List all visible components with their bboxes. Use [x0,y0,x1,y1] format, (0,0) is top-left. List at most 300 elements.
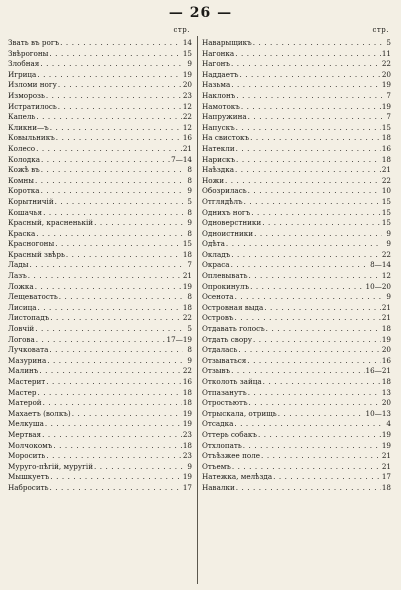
index-entry [8,38,192,49]
entry-page-ref: 18 [381,133,391,143]
entry-term: Ковыльникъ [8,133,55,143]
index-entry [8,313,192,324]
entry-term: Однихъ ногъ [202,207,251,217]
entry-page-ref: 22 [381,175,391,185]
dot-leader [38,303,182,314]
entry-term: Листопадъ [8,313,50,323]
entry-page-ref: 19 [381,80,391,90]
entry-term: Одноистники [202,228,254,238]
entry-term: Отдалась [202,345,238,355]
entry-page-ref: 15 [381,122,391,132]
entry-term: Обозрилась [202,186,247,196]
entry-page-ref: 23 [182,429,192,439]
entry-page-ref: 9 [187,355,192,365]
index-entry [202,430,391,441]
entry-page-ref: 8 [187,292,192,302]
index-entry [202,208,391,219]
entry-page-ref: 5 [187,196,192,206]
dot-leader [232,462,381,473]
entry-term: Наварыщикъ [202,38,252,47]
entry-term: Опрокинулъ [202,281,250,291]
dot-leader [40,59,183,70]
entry-term: Лещеватость [8,292,58,302]
index-entry [8,462,192,473]
entry-term: Наклонъ [202,90,236,100]
index-entry [8,483,192,494]
left-column-header: стр. [173,26,190,34]
entry-page-ref: 18 [381,324,391,334]
index-entry [8,472,192,483]
entry-page-ref: 9 [187,59,192,69]
entry-term: Изморозь [8,90,45,100]
dot-leader [36,144,182,155]
index-entry [202,80,391,91]
index-entry [202,313,391,324]
dot-leader [249,398,381,409]
index-entry [8,303,192,314]
dot-leader [241,102,381,113]
entry-page-ref: 17 [182,482,192,492]
dot-leader [231,260,370,271]
index-entry [202,271,391,282]
index-entry [202,49,391,60]
dot-leader [35,282,182,293]
dot-leader [235,165,381,176]
index-entry [202,483,391,494]
dot-leader [47,356,183,367]
entry-page-ref: 19 [381,440,391,450]
index-entry [8,282,192,293]
entry-page-ref: 15 [182,239,192,249]
dot-leader [55,197,183,208]
entry-term: Отдавать голосъ [202,324,265,334]
entry-term: Назьма [202,80,231,90]
dot-leader [240,70,381,81]
index-entry [202,123,391,134]
entry-term: Звѣрогоны [8,48,49,58]
entry-term: Отколоть зайца [202,377,262,386]
entry-page-ref: 9 [386,228,391,238]
entry-term: Молчокомъ [8,440,53,450]
entry-term: Злобная [8,59,40,69]
index-entry [202,356,391,367]
entry-page-ref: 16 [381,143,391,153]
dot-leader [58,102,182,113]
dot-leader [263,377,381,388]
index-entry [202,165,391,176]
dot-leader [250,133,381,144]
entry-term: Островъ [202,313,234,323]
dot-leader [238,345,380,356]
dot-leader [236,483,381,494]
entry-term: Намотокъ [202,101,240,111]
entry-term: Мастерит [8,377,46,386]
entry-page-ref: 22 [182,313,192,323]
page-number: — 26 — [168,5,233,21]
entry-term: Кожѣ въ [8,165,40,175]
entry-term: Оттерь собакъ [202,429,257,439]
entry-page-ref: 9 [386,239,391,249]
index-entry [202,155,391,166]
entry-term: Отрыскала, отрищь [202,408,277,418]
index-entry [8,229,192,240]
index-entry [202,186,391,197]
dot-leader [249,271,381,282]
entry-term: Красный звѣрь [8,249,65,259]
dot-leader [236,91,382,102]
dot-leader [35,176,183,187]
entry-page-ref: 5 [187,324,192,334]
entry-page-ref: 8 [187,165,192,175]
entry-term: Нарискъ [202,154,236,164]
index-entry [202,472,391,483]
dot-leader [261,451,381,462]
entry-term: Островная выда [202,302,264,312]
entry-page-ref: 19 [381,334,391,344]
index-entry [8,112,192,123]
entry-term: Корытничій [8,196,54,206]
dot-leader [50,123,182,134]
entry-page-ref: 10—20 [365,281,391,291]
index-entry [8,409,192,420]
dot-leader [248,186,381,197]
entry-term: Кликни—ъ [8,122,49,132]
entry-page-ref: 23 [182,451,192,461]
index-entry [202,250,391,261]
dot-leader [264,303,381,314]
index-entry [8,70,192,81]
entry-page-ref: 20 [381,69,391,79]
entry-term: Мастер [8,387,37,397]
entry-term: Красногоны [8,239,55,249]
entry-term: Отзываться [202,355,247,365]
entry-term: Муруго-пѣгій, муругій [8,461,93,471]
index-entry [8,208,192,219]
entry-term: Нагонъ [202,59,231,69]
entry-page-ref: 16—21 [365,366,391,376]
entry-page-ref: 8 [187,228,192,238]
entry-term: Ловчій [8,324,35,334]
dot-leader [43,398,182,409]
entry-page-ref: 21 [381,165,391,175]
entry-page-ref: 19 [182,472,192,482]
entry-page-ref: 9 [386,292,391,302]
entry-page-ref: 9 [187,218,192,228]
entry-term: Моросить [8,451,46,461]
entry-page-ref: 9 [187,461,192,471]
entry-page-ref: 17 [381,472,391,482]
dot-leader [46,377,182,388]
index-entry [8,398,192,409]
entry-page-ref: 18 [182,440,192,450]
entry-page-ref: 8 [187,175,192,185]
entry-page-ref: 12 [182,101,192,111]
entry-page-ref: 4 [386,419,391,429]
entry-page-ref: 22 [182,366,192,376]
dot-leader [72,409,182,420]
index-entry [8,49,192,60]
entry-page-ref: 19 [381,429,391,439]
dot-leader [258,430,381,441]
index-entry [8,260,192,271]
entry-term: Отъемъ [202,461,231,471]
dot-leader [94,462,183,473]
entry-page-ref: 16 [381,355,391,365]
dot-leader [38,388,182,399]
entry-term: Мышкуетъ [8,472,50,482]
entry-page-ref: 18 [182,302,192,312]
index-entry [8,218,192,229]
right-column [202,26,391,494]
entry-page-ref: 19 [182,419,192,429]
index-entry [8,419,192,430]
index-entry [202,282,391,293]
dot-leader [244,197,381,208]
index-entry [202,409,391,420]
index-entry [202,462,391,473]
entry-term: Напружина [202,112,247,122]
entry-page-ref: 12 [182,122,192,132]
entry-page-ref: 7 [386,112,391,122]
entry-page-ref: 12 [381,271,391,281]
entry-term: Ложка [8,281,34,291]
dot-leader [254,229,382,240]
index-entry [8,91,192,102]
entry-page-ref: 22 [381,59,391,69]
entry-term: На свистокъ [202,133,250,143]
dot-leader [55,239,182,250]
index-entry [202,377,391,388]
right-column-header: стр. [372,26,389,34]
index-entry [202,303,391,314]
left-column [8,26,192,494]
entry-page-ref: 10—13 [365,408,391,418]
entry-page-ref: 20 [381,398,391,408]
entry-page-ref: 18 [182,249,192,259]
index-entry [202,218,391,229]
dot-leader [60,38,182,49]
entry-term: Наддаетъ [202,69,239,79]
index-entry [202,38,391,49]
dot-leader [28,271,182,282]
dot-leader [266,324,381,335]
dot-leader [243,441,381,452]
entry-term: Коротка [8,186,40,196]
dot-leader [231,250,381,261]
entry-page-ref: 22 [182,112,192,122]
dot-leader [49,345,183,356]
index-entry [202,260,391,271]
index-entry [202,70,391,81]
entry-term: Напускъ [202,122,235,132]
entry-term: Оплевывать [202,271,248,281]
index-entry [202,91,391,102]
index-entry [8,165,192,176]
index-entry [202,102,391,113]
entry-term: Отъѣзжее поле [202,451,261,461]
entry-term: Набросить [8,482,49,492]
entry-page-ref: 18 [182,387,192,397]
index-entry [8,366,192,377]
index-entry [202,59,391,70]
index-entry [202,398,391,409]
index-entry [8,388,192,399]
entry-page-ref: 17—19 [166,334,192,344]
index-entry [8,176,192,187]
entry-term: Одноверстники [202,218,262,228]
index-entry [8,80,192,91]
dot-leader [39,366,181,377]
entry-page-ref: 21 [381,461,391,471]
entry-term: Ножи [202,175,224,185]
entry-page-ref: 22 [381,249,391,259]
index-entry [202,144,391,155]
dot-leader [236,144,381,155]
entry-term: Мертвая [8,429,42,439]
entry-page-ref: 20 [182,80,192,90]
entry-term: Лучковата [8,345,49,355]
dot-leader [236,155,381,166]
index-entry [202,441,391,452]
dot-leader [35,324,183,335]
dot-leader [46,451,182,462]
entry-term: Капель [8,112,36,122]
index-entry [8,451,192,462]
dot-leader [36,112,181,123]
entry-term: Лазъ [8,271,27,281]
dot-leader [247,356,381,367]
entry-page-ref: 18 [381,482,391,492]
entry-page-ref: 20 [381,345,391,355]
dot-leader [253,335,381,346]
index-entry [202,112,391,123]
index-entry [8,155,192,166]
entry-term: Отхлопать [202,440,242,450]
entry-term: Отглядѣлъ [202,196,243,206]
entry-page-ref: 8 [187,345,192,355]
dot-leader [42,430,182,441]
entry-page-ref: 15 [182,48,192,58]
dot-leader [231,80,381,91]
index-entry [8,133,192,144]
entry-term: Краска [8,228,36,238]
dot-leader [235,49,381,60]
dot-leader [236,123,381,134]
dot-leader [94,218,183,229]
index-entry [8,250,192,261]
dot-leader [53,441,182,452]
index-entry [202,239,391,250]
entry-page-ref: 16 [182,133,192,143]
index-entry [202,324,391,335]
dot-leader [248,388,381,399]
dot-leader [43,208,183,219]
entry-page-ref: 19 [182,408,192,418]
dot-leader [250,282,364,293]
entry-page-ref: 15 [381,207,391,217]
index-entry [202,176,391,187]
entry-page-ref: 5 [386,38,391,47]
entry-page-ref: 8—14 [370,260,391,270]
entry-term: Махаетъ (волкъ) [8,408,71,418]
dot-leader [231,59,381,70]
index-entry [8,377,192,388]
entry-page-ref: 21 [182,143,192,153]
dot-leader [235,292,382,303]
entry-term: Окладъ [202,249,231,259]
entry-page-ref: 7 [386,90,391,100]
index-entry [202,197,391,208]
dot-leader [58,80,182,91]
dot-leader [251,208,381,219]
entry-term: Отростьютъ [202,398,248,408]
entry-term: Комны [8,175,34,185]
entry-page-ref: 15 [381,218,391,228]
dot-leader [41,186,183,197]
entry-term: Отсадка [202,419,234,429]
entry-page-ref: 11 [381,48,391,58]
dot-leader [59,292,183,303]
index-entry [8,102,192,113]
entry-page-ref: 13 [381,387,391,397]
dot-leader [29,260,183,271]
dot-leader [45,419,182,430]
entry-page-ref: 9 [187,186,192,196]
index-entry [202,133,391,144]
index-entry [202,366,391,377]
entry-term: Лисица [8,302,37,312]
entry-term: Натекли [202,143,235,153]
dot-leader [50,483,182,494]
entry-term: Лады [8,260,29,270]
dot-leader [248,112,382,123]
entry-term: Игрица [8,69,37,79]
entry-term: Отпазанутъ [202,387,247,397]
entry-page-ref: 16 [182,377,192,386]
dot-leader [66,250,182,261]
index-entry [8,59,192,70]
entry-page-ref: 7 [187,260,192,270]
entry-term: Истратилось [8,101,57,111]
index-entry [8,186,192,197]
index-entry [202,292,391,303]
dot-leader [226,239,382,250]
dot-leader [225,176,381,187]
dot-leader [278,409,365,420]
entry-page-ref: 21 [381,313,391,323]
index-entry [8,324,192,335]
entry-term: Окраса [202,260,230,270]
entry-term: Натежка, мелѣзда [202,472,273,482]
index-entry [202,345,391,356]
dot-leader [234,313,380,324]
entry-page-ref: 19 [381,101,391,111]
index-entry [8,356,192,367]
entry-term: Логова [8,334,35,344]
index-entry [8,144,192,155]
dot-leader [49,49,181,60]
entry-page-ref: 19 [182,281,192,291]
entry-term: Колодка [8,154,40,164]
index-entry [8,430,192,441]
dot-leader [231,366,364,377]
dot-leader [36,335,166,346]
dot-leader [50,313,182,324]
entry-term: Красный, красненькій [8,218,94,228]
index-entry [8,123,192,134]
dot-leader [50,472,182,483]
entry-page-ref: 21 [381,302,391,312]
